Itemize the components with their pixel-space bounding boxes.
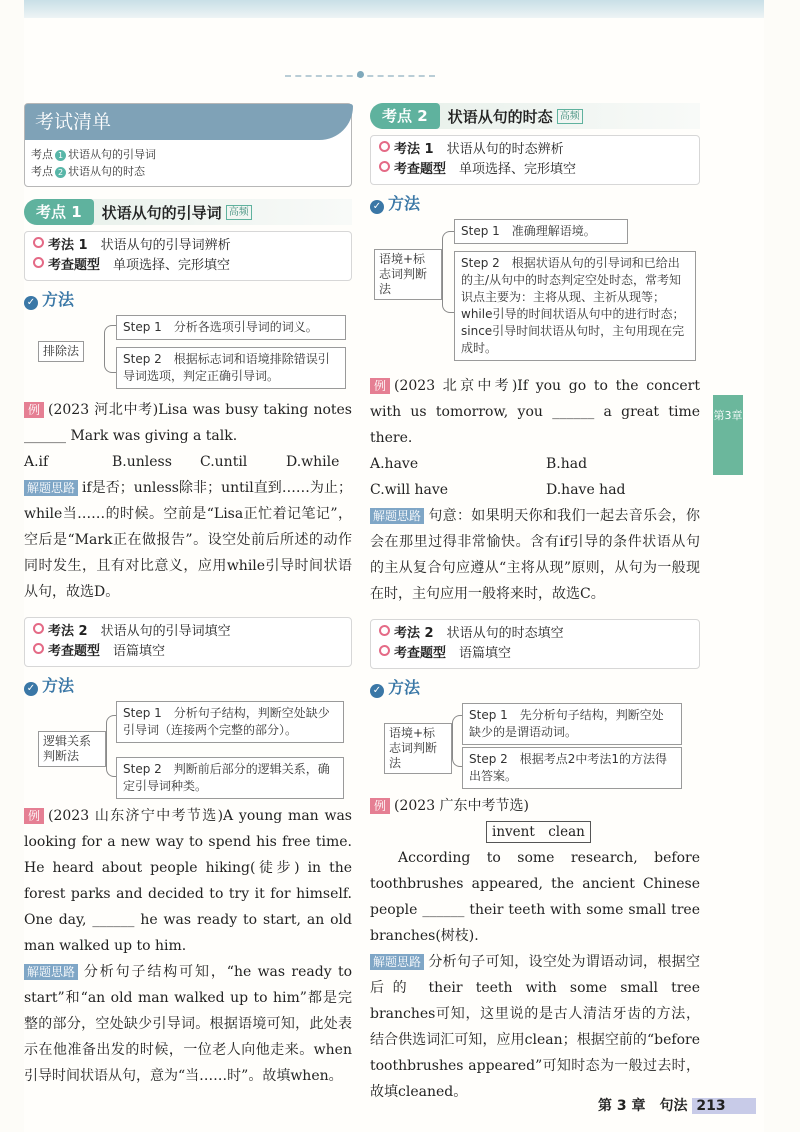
method-info-box: 考法 1 状语从句的时态辨析 考查题型 单项选择、完形填空 — [370, 135, 700, 185]
options: A.have B.had — [370, 456, 588, 472]
options: C.will have D.have had — [370, 482, 626, 498]
section-header-point2 — [370, 103, 700, 129]
diagram-label: 排除法 — [38, 341, 84, 362]
diagram-step: Step 2 判断前后部分的逻辑关系，确定引导词种类。 — [116, 757, 344, 799]
method-info-box: 考法 2 状语从句的引导词填空 考查题型 语篇填空 — [24, 617, 352, 667]
method-heading: ✓ 方法 — [370, 677, 700, 699]
example-tag: 例 — [24, 402, 44, 418]
bullet-icon — [33, 643, 44, 654]
options: A.if B.unless C.until D.while — [24, 454, 340, 470]
diagram-step: Step 1 先分析句子结构，判断空处缺少的是谓语动词。 — [462, 703, 682, 745]
word-box-row — [370, 821, 700, 843]
method-diagram — [24, 701, 352, 803]
method-info-box: 考法 1 状语从句的引导词辨析 考查题型 单项选择、完形填空 — [24, 231, 352, 281]
left-column — [24, 103, 352, 1089]
example-passage: According to some research, before toothbrushes appeared, the ancient Chinese people ______ their teeth with some small tree branches(树枝). — [370, 850, 700, 944]
footer-chapter: 第 3 章 句法 — [598, 1098, 688, 1114]
point-tag: 考点 2 — [370, 103, 440, 129]
method-diagram — [370, 703, 700, 793]
page-number: 213 — [692, 1098, 755, 1114]
point-title: 状语从句的时态 — [447, 107, 553, 126]
exam-list-box — [24, 103, 352, 187]
frequency-badge: 高频 — [557, 109, 583, 124]
check-icon: ✓ — [370, 684, 384, 698]
point-tag: 考点 1 — [24, 199, 94, 225]
chapter-side-tab: 第3章 — [713, 395, 743, 475]
example: 例 (2023 河北中考)Lisa was busy taking notes ______ Mark was giving a talk. — [24, 402, 352, 444]
diagram-label: 逻辑关系判断法 — [38, 731, 106, 767]
bullet-icon — [379, 161, 390, 172]
bullet-icon — [379, 141, 390, 152]
example: 例 (2023 广东中考节选) — [370, 793, 700, 819]
method-heading: ✓ 方法 — [24, 675, 352, 697]
decor-dot — [357, 71, 364, 78]
method-diagram — [370, 219, 700, 369]
check-icon: ✓ — [370, 200, 384, 214]
check-icon: ✓ — [24, 296, 38, 310]
diagram-step: Step 2 根据考点2中考法1的方法得出答案。 — [462, 747, 682, 789]
bullet-icon — [379, 645, 390, 656]
check-icon: ✓ — [24, 682, 38, 696]
method-heading: ✓ 方法 — [370, 193, 700, 215]
bullet-icon — [33, 237, 44, 248]
analysis-tag: 解题思路 — [24, 480, 78, 496]
analysis-tag: 解题思路 — [24, 964, 78, 980]
diagram-step: Step 1 准确理解语境。 — [454, 219, 628, 244]
exam-list-items — [25, 140, 351, 186]
section-header-point1 — [24, 199, 352, 225]
exam-item: 考点 2 状语从句的时态 — [31, 165, 145, 178]
analysis-tag: 解题思路 — [370, 508, 424, 524]
page-footer — [598, 1095, 756, 1115]
exam-list-title: 考试清单 — [25, 104, 353, 140]
diagram-label: 语境+标志词判断法 — [374, 249, 442, 300]
top-band — [24, 0, 764, 18]
frequency-badge: 高频 — [226, 205, 252, 220]
exam-item: 考点 1 状语从句的引导词 — [31, 148, 156, 161]
analysis: 解题思路 分析句子结构可知，“he was ready to start”和“an old man walked up to him”都是完整的部分，空处缺少引导词。根据语境可知，此处表示在他准备出发的时候，一位老人向他走来。when引导时间状语从句，意为“当……时”。故填when。 — [24, 964, 352, 1084]
method-info-box: 考法 2 状语从句的时态填空 考查题型 语篇填空 — [370, 619, 700, 669]
diagram-step: Step 2 根据状语从句的引导词和已给出的主/从句中的时态判定空处时态，常考知识点主要为：主将从现、主祈从现等；while引导的时间状语从句中的进行时态；since引导时间状语从句时，主句用现在完成时。 — [454, 251, 696, 361]
diagram-label: 语境+标志词判断法 — [384, 723, 452, 774]
analysis-tag: 解题思路 — [370, 954, 424, 970]
example-tag: 例 — [24, 808, 44, 824]
analysis: 解题思路 分析句子可知，设空处为谓语动词，根据空后的 their teeth with some small tree branches可知，这里说的是古人清洁牙齿的方法，结合供选词汇可知，应用clean；根据空前的“before toothbrushes appeared”可知时态为一般过去时，故填cleaned。 — [370, 954, 700, 1100]
diagram-step: Step 2 根据标志词和语境排除错误引导词选项，判定正确引导词。 — [116, 347, 346, 389]
right-column — [370, 103, 700, 1105]
bullet-icon — [33, 257, 44, 268]
diagram-step: Step 1 分析各选项引导词的词义。 — [116, 315, 346, 340]
example: 例 (2023 北京中考)If you go to the concert with us tomorrow, you ______ a great time there. — [370, 378, 700, 446]
analysis: 解题思路 句意：如果明天你和我们一起去音乐会，你会在那里过得非常愉快。含有if引导的条件状语从句的主从复合句应遵从“主将从现”原则，从句为一般现在时，主句应用一般将来时，故选C。 — [370, 508, 700, 602]
method-diagram — [24, 315, 352, 393]
example-tag: 例 — [370, 798, 390, 814]
method-heading: ✓ 方法 — [24, 289, 352, 311]
example-tag: 例 — [370, 378, 390, 394]
analysis: 解题思路 if是否；unless除非；until直到……为止；while当……的时候。空前是“Lisa正忙着记笔记”，空后是“Mark正在做报告”。设空处前后所述的动作同时发生，且有对比意义，应用while引导时间状语从句，故选D。 — [24, 480, 352, 600]
example: 例 (2023 山东济宁中考节选)A young man was looking for a new way to spend his free time. He heard about people hiking(徒步) in the forest parks and decided to try it for himself. One day, ______ he was ready to start, an old man walked up to him. — [24, 808, 352, 954]
diagram-step: Step 1 分析句子结构，判断空处缺少引导词（连接两个完整的部分）。 — [116, 701, 344, 743]
word-box: invent clean — [486, 821, 591, 843]
point-title: 状语从句的引导词 — [101, 203, 222, 222]
bullet-icon — [33, 623, 44, 634]
bullet-icon — [379, 625, 390, 636]
